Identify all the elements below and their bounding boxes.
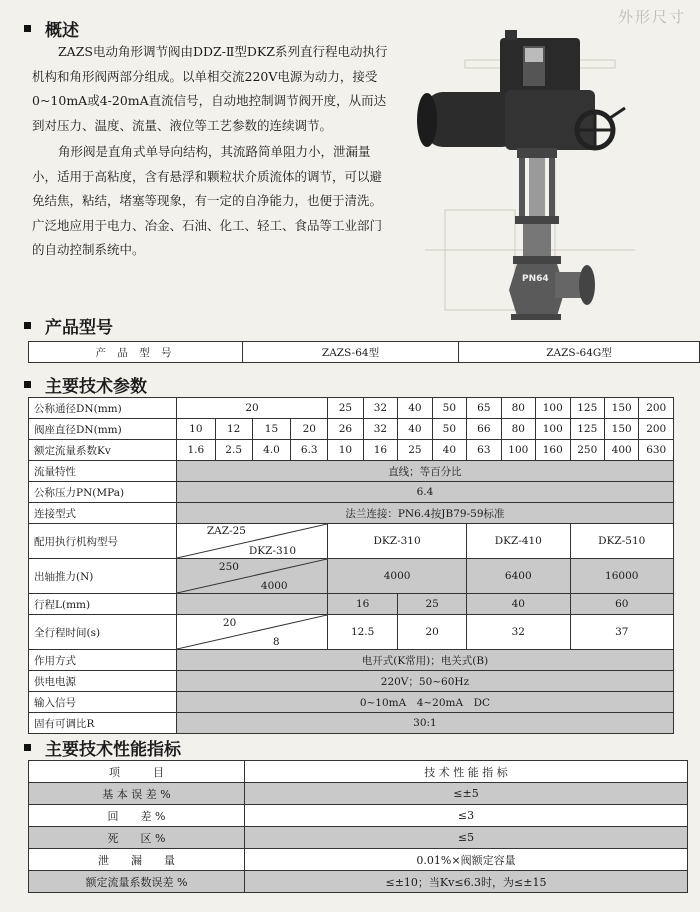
time-cell: 37	[570, 615, 674, 650]
section-title: 主要技术性能指标	[45, 740, 181, 760]
time-cell: 32	[467, 615, 570, 650]
section-heading-tech	[24, 372, 147, 397]
dn-cell: 200	[639, 398, 674, 419]
kv-cell: 6.3	[291, 440, 328, 461]
valve-illustration	[405, 20, 645, 320]
overview-paragraph-1: ZAZS电动角形调节阀由DDZ-Ⅱ型DKZ系列直行程电动执行机构和角形阀两部分组成。以单相交流220V电源为动力，接受0~10mA或4-20mA直流信号，自动地控制调节阀开度，从而达到对压力、温度、流量、液位等工艺参数的连续调节。	[32, 44, 388, 133]
stroke-cell: 25	[398, 594, 467, 615]
table-row	[29, 671, 674, 692]
conn-label: 连接型式	[29, 503, 177, 524]
bullet-square-icon	[24, 381, 31, 388]
kv-cell: 25	[398, 440, 432, 461]
perf-value: ≤5	[245, 827, 688, 849]
kv-cell: 10	[328, 440, 364, 461]
actuator-cell: DKZ-410	[467, 524, 570, 559]
table-row	[29, 761, 688, 783]
stroke-cell: 60	[570, 594, 674, 615]
signal-value: 0~10mA 4~20mA DC	[176, 692, 673, 713]
ratio-label: 固有可调比R	[29, 713, 177, 734]
thrust-split-cell	[176, 559, 327, 594]
seat-cell: 20	[291, 419, 328, 440]
seat-cell: 66	[467, 419, 501, 440]
table-row	[29, 871, 688, 893]
perf-header-item: 项 目	[29, 761, 245, 783]
time-label: 全行程时间(s)	[29, 615, 177, 650]
perf-item: 基 本 误 差 %	[29, 783, 245, 805]
stroke-cell: 16	[328, 594, 398, 615]
conn-value: 法兰连接：PN6.4按JB79-59标准	[176, 503, 673, 524]
dn-cell: 65	[467, 398, 501, 419]
table-row	[29, 692, 674, 713]
dn-cell: 150	[604, 398, 638, 419]
kv-label: 额定流量系数Kv	[29, 440, 177, 461]
power-label: 供电电源	[29, 671, 177, 692]
seat-cell: 32	[363, 419, 397, 440]
perf-value: ≤±10；当Kv≤6.3时，为≤±15	[245, 871, 688, 893]
actuator-b: DKZ-310	[248, 545, 297, 557]
seat-cell: 100	[536, 419, 570, 440]
perf-value: ≤±5	[245, 783, 688, 805]
actuator-cell: DKZ-310	[328, 524, 467, 559]
time-split-cell	[176, 615, 327, 650]
table-row	[29, 524, 674, 559]
power-value: 220V；50~60Hz	[176, 671, 673, 692]
thrust-b: 4000	[260, 580, 288, 592]
kv-cell: 400	[604, 440, 638, 461]
perf-item: 回 差 %	[29, 805, 245, 827]
dn-cell: 40	[398, 398, 432, 419]
thrust-cell: 16000	[570, 559, 674, 594]
thrust-a: 250	[218, 561, 239, 573]
seat-cell: 40	[398, 419, 432, 440]
action-value: 电开式(K常用)；电关式(B)	[176, 650, 673, 671]
section-heading-overview	[24, 16, 79, 41]
table-row	[29, 783, 688, 805]
section-heading-model	[24, 313, 113, 338]
table-row	[29, 805, 688, 827]
perf-table	[28, 760, 688, 893]
action-label: 作用方式	[29, 650, 177, 671]
dn-cell: 20	[176, 398, 327, 419]
dn-cell: 32	[363, 398, 397, 419]
table-row	[29, 615, 674, 650]
actuator-a: ZAZ-25	[206, 525, 246, 537]
table-row	[29, 594, 674, 615]
perf-item: 额定流量系数误差 %	[29, 871, 245, 893]
model-table	[28, 341, 700, 363]
kv-cell: 160	[536, 440, 570, 461]
kv-cell: 1.6	[176, 440, 215, 461]
thrust-label: 出轴推力(N)	[29, 559, 177, 594]
seat-cell: 200	[639, 419, 674, 440]
time-cell: 12.5	[328, 615, 398, 650]
section-title: 概述	[45, 21, 79, 41]
page-header: 外形尺寸	[617, 8, 686, 26]
seat-cell: 50	[432, 419, 466, 440]
table-row	[29, 398, 674, 419]
seat-cell: 15	[252, 419, 291, 440]
seat-cell: 80	[501, 419, 535, 440]
table-row	[29, 650, 674, 671]
thrust-cell: 4000	[328, 559, 467, 594]
kv-cell: 4.0	[252, 440, 291, 461]
thrust-cell: 6400	[467, 559, 570, 594]
perf-item: 泄 漏 量	[29, 849, 245, 871]
dn-cell: 80	[501, 398, 535, 419]
kv-cell: 16	[363, 440, 397, 461]
kv-cell: 63	[467, 440, 501, 461]
perf-value: ≤3	[245, 805, 688, 827]
time-cell: 20	[398, 615, 467, 650]
model-2: ZAZS-64G型	[459, 342, 700, 363]
overview-text	[32, 40, 392, 263]
flow-label: 流量特性	[29, 461, 177, 482]
valve-nameplate: PN64	[522, 274, 549, 284]
table-row	[29, 419, 674, 440]
pn-value: 6.4	[176, 482, 673, 503]
perf-item: 死 区 %	[29, 827, 245, 849]
model-label: 产 品 型 号	[29, 342, 243, 363]
seat-cell: 150	[604, 419, 638, 440]
dn-cell: 50	[432, 398, 466, 419]
seat-cell: 125	[570, 419, 604, 440]
table-row	[29, 713, 674, 734]
flow-value: 直线；等百分比	[176, 461, 673, 482]
dn-cell: 25	[328, 398, 364, 419]
table-row	[29, 827, 688, 849]
ratio-value: 30:1	[176, 713, 673, 734]
seat-cell: 10	[176, 419, 215, 440]
kv-cell: 100	[501, 440, 535, 461]
tech-params-table	[28, 397, 674, 734]
bullet-square-icon	[24, 25, 31, 32]
table-row	[29, 482, 674, 503]
table-row	[29, 559, 674, 594]
dn-label: 公称通径DN(mm)	[29, 398, 177, 419]
seat-cell: 12	[215, 419, 252, 440]
section-title: 主要技术参数	[45, 377, 147, 397]
perf-header-value: 技 术 性 能 指 标	[245, 761, 688, 783]
pn-label: 公称压力PN(MPa)	[29, 482, 177, 503]
table-row	[29, 503, 674, 524]
kv-cell: 630	[639, 440, 674, 461]
bullet-square-icon	[24, 322, 31, 329]
dn-cell: 100	[536, 398, 570, 419]
kv-cell: 2.5	[215, 440, 252, 461]
signal-label: 输入信号	[29, 692, 177, 713]
stroke-label: 行程L(mm)	[29, 594, 177, 615]
table-row	[29, 849, 688, 871]
kv-cell: 40	[432, 440, 466, 461]
stroke-cell: 40	[467, 594, 570, 615]
seat-cell: 26	[328, 419, 364, 440]
actuator-split-cell	[176, 524, 327, 559]
seat-label: 阀座直径DN(mm)	[29, 419, 177, 440]
overview-paragraph-2: 角形阀是直角式单导向结构，其流路简单阻力小，泄漏量小，适用于高粘度，含有悬浮和颗粒状介质流体的调节，可以避免结焦，粘结，堵塞等现象，有一定的自净能力，也便于清洗。广泛地应用于电力、冶金、石油、化工、轻工、食品等工业部门的自动控制系统中。	[32, 144, 383, 257]
dn-cell: 125	[570, 398, 604, 419]
time-b: 8	[272, 636, 280, 648]
section-heading-perf	[24, 735, 181, 760]
kv-cell: 250	[570, 440, 604, 461]
table-row	[29, 461, 674, 482]
model-1: ZAZS-64型	[243, 342, 459, 363]
perf-value: 0.01%×阀额定容量	[245, 849, 688, 871]
section-title: 产品型号	[45, 318, 113, 338]
bullet-square-icon	[24, 744, 31, 751]
table-row	[29, 440, 674, 461]
stroke-empty-cell	[176, 594, 327, 615]
time-a: 20	[222, 617, 237, 629]
actuator-label: 配用执行机构型号	[29, 524, 177, 559]
actuator-cell: DKZ-510	[570, 524, 674, 559]
